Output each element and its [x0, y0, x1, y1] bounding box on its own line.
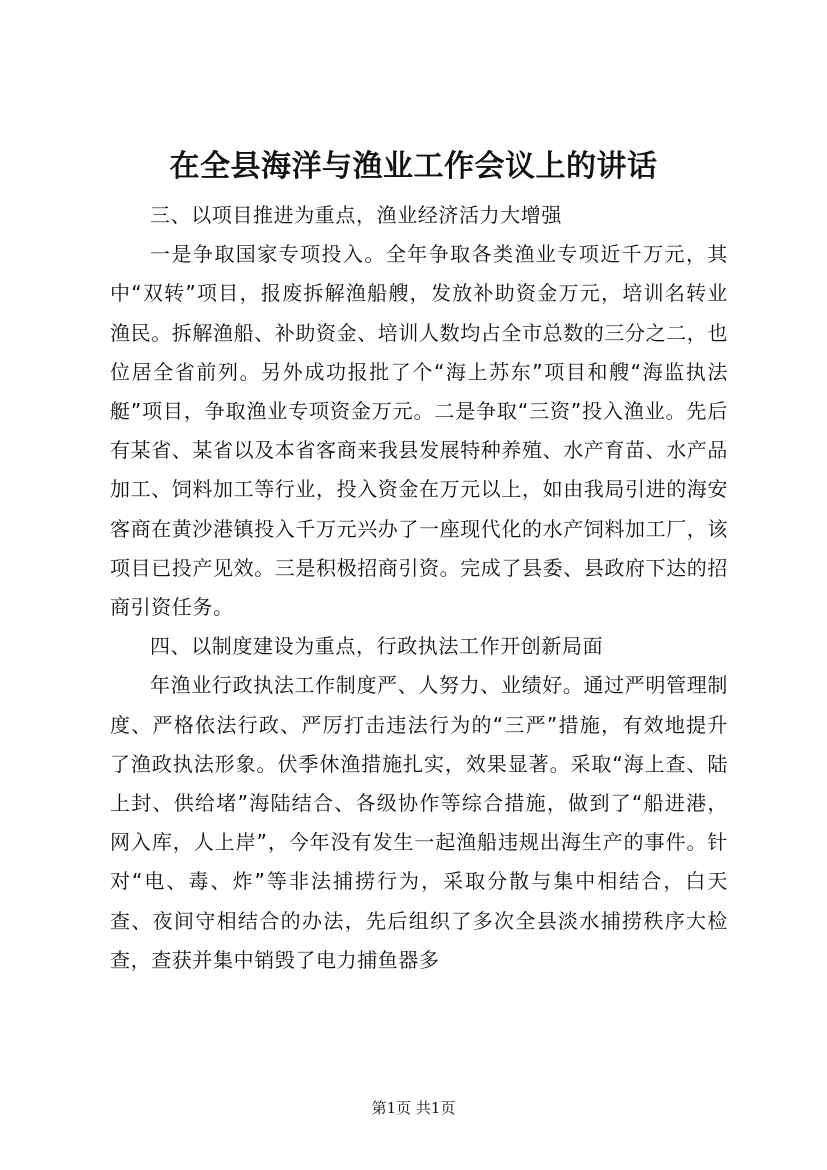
paragraph-law-enforcement: 年渔业行政执法工作制度严、人努力、业绩好。通过严明管理制度、严格依法行政、严厉打击违法行为的“三严”措施，有效地提升了渔政执法形象。伏季休渔措施扎实，效果显著。采取“海上查、陆上封、供给堵”海陆结合、各级协作等综合措施，做到了“船进港，网入库，人上岸”，今年没有发生一起渔船违规出海生产的事件。针对“电、毒、炸”等非法捕捞行为，采取分散与集中相结合，白天查、夜间守相结合的办法，先后组织了多次全县淡水捕捞秩序大检查，查获并集中销毁了电力捕鱼器多 — [110, 673, 728, 972]
paragraph-project-investment: 一是争取国家专项投入。全年争取各类渔业专项近千万元，其中“双转”项目，报废拆解渔船艘，发放补助资金万元，培训名转业渔民。拆解渔船、补助资金、培训人数均占全市总数的三分之二，也位居全省前列。另外成功报批了个“海上苏东”项目和艘“海监执法艇”项目，争取渔业专项资金万元。二是争取“三资”投入渔业。先后有某省、某省以及本省客商来我县发展特种养殖、水产育苗、水产品加工、饲料加工等行业，投入资金在万元以上，如由我局引进的海安客商在黄沙港镇投入千万元兴办了一座现代化的水产饲料加工厂，该项目已投产见效。三是积极招商引资。完成了县委、县政府下达的招商引资任务。 — [110, 242, 728, 620]
document-title: 在全县海洋与渔业工作会议上的讲话 — [169, 149, 658, 184]
page-number-footer: 第1页 共1页 — [371, 1099, 456, 1117]
section-heading-4: 四、以制度建设为重点，行政执法工作开创新局面 — [150, 634, 604, 659]
document-body — [110, 196, 728, 980]
section-heading-3: 三、以项目推进为重点，渔业经济活力大增强 — [150, 203, 562, 227]
